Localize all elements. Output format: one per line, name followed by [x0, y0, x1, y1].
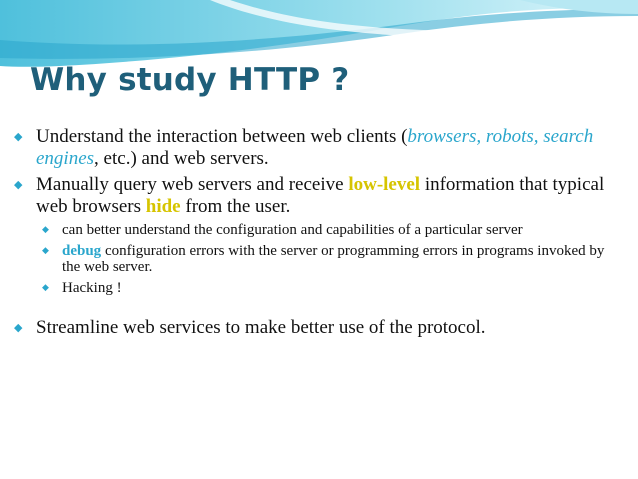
- bullet-list: [12, 126, 622, 343]
- diamond-bullet-icon: ◆: [42, 224, 49, 234]
- sub-bullet-2-text: configuration errors with the server or programming errors in programs invoked by the web server.: [62, 243, 605, 275]
- bullet-2-text-a: Manually query web servers and receive: [36, 174, 349, 195]
- bullet-1-italic: browsers, robots, search engines: [36, 126, 594, 169]
- bullet-item-2: [12, 174, 622, 218]
- diamond-bullet-icon: ◆: [14, 322, 23, 334]
- diamond-bullet-icon: ◆: [14, 179, 23, 191]
- header-wave-decoration: [0, 0, 638, 70]
- diamond-bullet-icon: ◆: [42, 282, 49, 292]
- bullet-2-highlight-low-level: low-level: [348, 174, 421, 195]
- sub-bullet-3-text: Hacking !: [62, 280, 122, 296]
- diamond-bullet-icon: ◆: [14, 131, 23, 143]
- bullet-1-text-b: , etc.) and web servers.: [94, 148, 269, 169]
- sub-bullet-1-text: can better understand the configuration and capabilities of a particular server: [62, 222, 523, 238]
- bullet-1-text-a: Understand the interaction between web clients (: [36, 126, 408, 147]
- bullet-item-3: [12, 317, 622, 339]
- sub-bullet-item-3: [12, 280, 622, 296]
- sub-bullet-item-1: [12, 222, 622, 238]
- bullet-2-text-b: information that typical web browsers: [36, 174, 605, 217]
- spacer: [12, 301, 622, 317]
- bullet-2-text-c: from the user.: [180, 196, 291, 217]
- bullet-2-highlight-hide: hide: [145, 196, 181, 217]
- sub-bullet-2-highlight-debug: debug: [62, 243, 102, 259]
- diamond-bullet-icon: ◆: [42, 245, 49, 255]
- slide-title: Why study HTTP ?: [30, 62, 350, 98]
- bullet-item-1: [12, 126, 622, 170]
- bullet-3-text: Streamline web services to make better use of the protocol.: [36, 317, 486, 338]
- sub-bullet-item-2: [12, 243, 622, 275]
